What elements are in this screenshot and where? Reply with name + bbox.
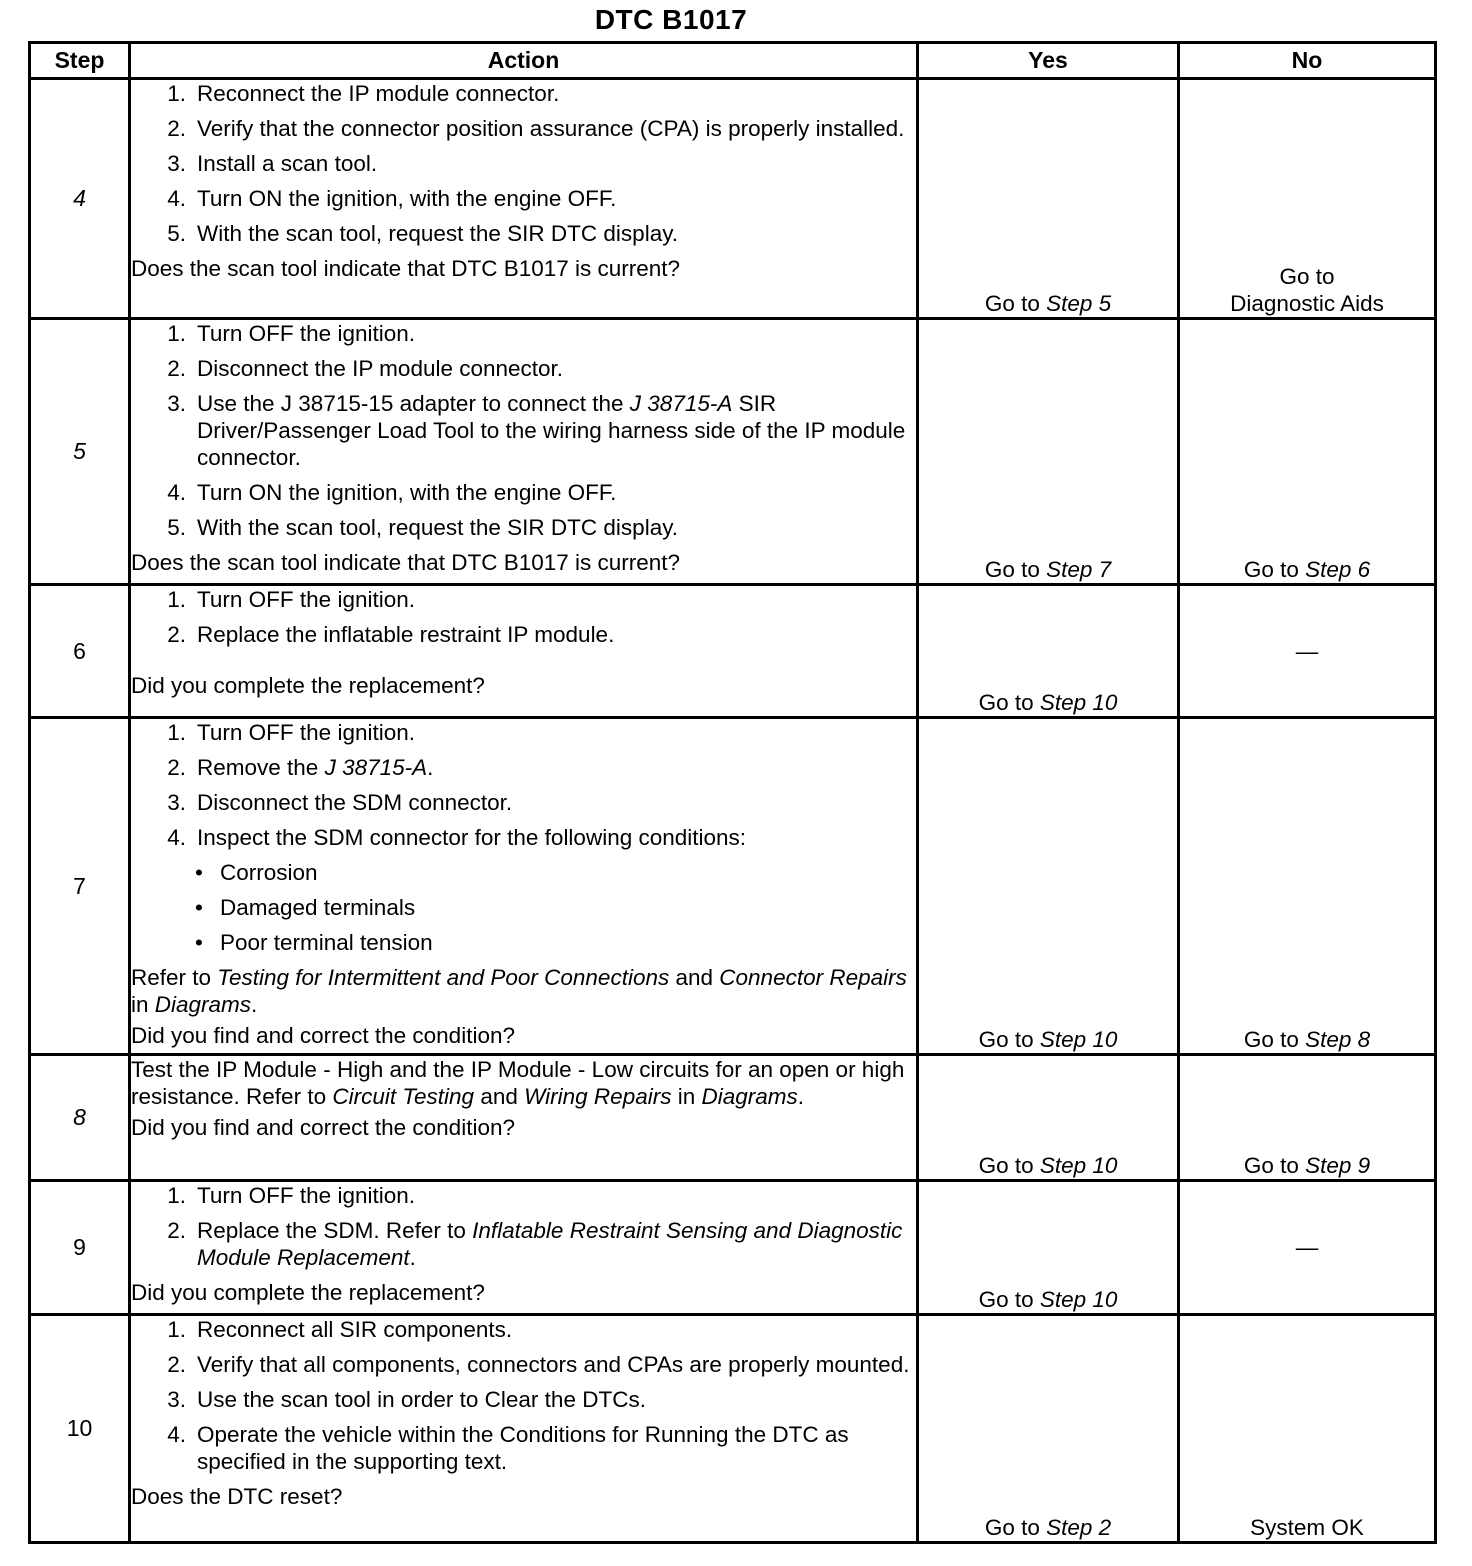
question: Did you complete the replacement? [131, 673, 485, 698]
list-item: 2. Replace the SDM. Refer to Inflatable Restraint Sensing and Diagnostic Module Replacement. [167, 1218, 903, 1270]
action-cell [130, 319, 918, 585]
instruction-text: Test the IP Module - High and the IP Module - Low circuits for an open or high resistance. Refer to Circuit Testing and Wiring Repairs in Diagrams. [131, 1057, 905, 1109]
list-item: 3. Use the scan tool in order to Clear the DTCs. [167, 1387, 646, 1412]
header-action: Action [130, 43, 918, 79]
list-item: 4. Turn ON the ignition, with the engine OFF. [167, 186, 617, 211]
question: Did you find and correct the condition? [131, 1023, 515, 1048]
header-no: No [1179, 43, 1436, 79]
no-cell: Go to Step 9 [1179, 1055, 1436, 1181]
step-link[interactable]: Step 9 [1305, 1153, 1371, 1178]
yes-cell: Go to Step 10 [918, 1181, 1179, 1315]
list-item: 1. Turn OFF the ignition. [167, 321, 416, 346]
step-link[interactable]: Step 8 [1305, 1027, 1371, 1052]
step-number: 7 [30, 718, 130, 1055]
action-cell [130, 1181, 918, 1315]
table-row [30, 319, 1436, 585]
list-item: 3. Use the J 38715-15 adapter to connect the J 38715-A SIR Driver/Passenger Load Tool to the wiring harness side of the IP module connector. [167, 391, 906, 470]
step-link[interactable]: Step 7 [1046, 557, 1112, 582]
step-number: 4 [30, 79, 130, 319]
step-link[interactable]: Step 10 [1039, 1027, 1118, 1052]
bullet-item: • Poor terminal tension [195, 930, 433, 955]
action-cell [130, 79, 918, 319]
list-item: 5. With the scan tool, request the SIR DTC display. [167, 515, 679, 540]
step-number: 5 [30, 319, 130, 585]
step-link[interactable]: Step 6 [1305, 557, 1371, 582]
no-cell: Go to Step 6 [1179, 319, 1436, 585]
action-cell [130, 1315, 918, 1543]
table-row [30, 1055, 1436, 1181]
list-item: 1. Turn OFF the ignition. [167, 720, 416, 745]
list-item: 2. Disconnect the IP module connector. [167, 356, 564, 381]
no-cell: Go to Diagnostic Aids [1179, 79, 1436, 319]
table-row [30, 585, 1436, 718]
list-item: 4. Turn ON the ignition, with the engine OFF. [167, 480, 617, 505]
table-row [30, 79, 1436, 319]
table-row [30, 1181, 1436, 1315]
question: Does the scan tool indicate that DTC B1017 is current? [131, 256, 681, 281]
step-link[interactable]: Step 10 [1039, 1153, 1118, 1178]
list-item: 2. Replace the inflatable restraint IP module. [167, 622, 615, 647]
header-yes: Yes [918, 43, 1179, 79]
table-header-row [30, 43, 1436, 79]
diagnostic-aids-link[interactable]: Diagnostic Aids [1230, 291, 1384, 316]
refer-text: Refer to Testing for Intermittent and Poor Connections and Connector Repairs in Diagrams. [131, 965, 907, 1017]
list-item: 2. Verify that the connector position assurance (CPA) is properly installed. [167, 116, 905, 141]
yes-cell: Go to Step 7 [918, 319, 1179, 585]
step-link[interactable]: Step 2 [1046, 1515, 1112, 1540]
question: Did you find and correct the condition? [131, 1115, 515, 1140]
list-item: 2. Verify that all components, connectors and CPAs are properly mounted. [167, 1352, 910, 1377]
table-row [30, 1315, 1436, 1543]
action-cell [130, 585, 918, 718]
list-item: 4. Operate the vehicle within the Conditions for Running the DTC as specified in the supporting text. [167, 1422, 849, 1474]
step-link[interactable]: Step 5 [1046, 291, 1112, 316]
question: Did you complete the replacement? [131, 1280, 485, 1305]
list-item: 1. Reconnect all SIR components. [167, 1317, 513, 1342]
action-cell [130, 718, 918, 1055]
no-cell: Go to Step 8 [1179, 718, 1436, 1055]
no-cell: System OK [1179, 1315, 1436, 1543]
step-number: 9 [30, 1181, 130, 1315]
yes-cell: Go to Step 10 [918, 585, 1179, 718]
list-item: 3. Disconnect the SDM connector. [167, 790, 513, 815]
table-row [30, 718, 1436, 1055]
action-cell [130, 1055, 918, 1181]
no-cell: — [1179, 1181, 1436, 1315]
list-item: 4. Inspect the SDM connector for the following conditions: [167, 825, 747, 850]
header-step: Step [30, 43, 130, 79]
list-item: 1. Turn OFF the ignition. [167, 1183, 416, 1208]
step-number: 6 [30, 585, 130, 718]
yes-cell: Go to Step 5 [918, 79, 1179, 319]
diagnostic-table [28, 41, 1437, 1544]
page-title: DTC B1017 [594, 4, 748, 35]
step-link[interactable]: Step 10 [1039, 1287, 1118, 1312]
list-item: 3. Install a scan tool. [167, 151, 378, 176]
list-item: 1. Reconnect the IP module connector. [167, 81, 560, 106]
yes-cell: Go to Step 10 [918, 1055, 1179, 1181]
bullet-item: • Damaged terminals [195, 895, 416, 920]
list-item: 2. Remove the J 38715-A. [167, 755, 434, 780]
step-link[interactable]: Step 10 [1039, 690, 1118, 715]
yes-cell: Go to Step 10 [918, 718, 1179, 1055]
yes-cell: Go to Step 2 [918, 1315, 1179, 1543]
question: Does the DTC reset? [131, 1484, 343, 1509]
question: Does the scan tool indicate that DTC B1017 is current? [131, 550, 681, 575]
list-item: 5. With the scan tool, request the SIR DTC display. [167, 221, 679, 246]
no-cell: — [1179, 585, 1436, 718]
step-number: 10 [30, 1315, 130, 1543]
step-number: 8 [30, 1055, 130, 1181]
list-item: 1. Turn OFF the ignition. [167, 587, 416, 612]
bullet-item: • Corrosion [195, 860, 318, 885]
